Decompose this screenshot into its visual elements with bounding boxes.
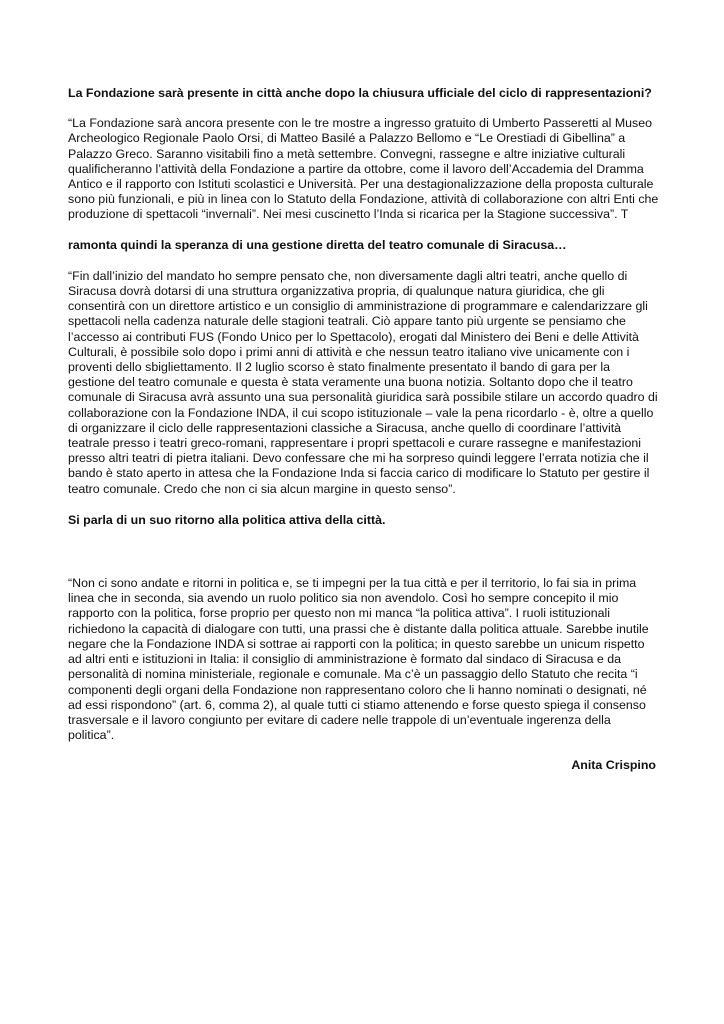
document-page (68, 86, 660, 774)
question-2: ramonta quindi la speranza di una gestione diretta del teatro comunale di Siracusa… (68, 237, 567, 252)
question-1: La Fondazione sarà presente in città anche dopo la chiusura ufficiale del ciclo di rappresentazioni? (68, 86, 652, 100)
author-signature: Anita Crispino (571, 758, 656, 773)
question-3: Si parla di un suo ritorno alla politica attiva della città. (68, 512, 386, 527)
answer-3: “Non ci sono andate e ritorni in politica e, se ti impegni per la tua città e per il territorio, lo fai sia in prima linea che in seconda, sia avendo un ruolo politico sia non avendolo. Così ho sempre concepito il mio rapporto con la politica, forse proprio per questo non mi manca “la politica attiva”. I ruoli istituzionali richiedono la capacità di dialogare con tutti, una prassi che è distante dalla politica attuale. Sarebbe inutile negare che la Fondazione INDA si sottrae ai rapporti con la politica; in questo sarebbe un unicum rispetto ad altri enti e istituzioni in Italia: il consiglio di amministrazione è formato dal sindaco di Siracusa e da personalità di nomina ministeriale, regionale e comunale. Ma c’è un passaggio dello Statuto che recita “i componenti degli organi della Fondazione non rappresentano coloro che li hanno nominati o designati, né ad essi rispondono” (art. 6, comma 2), al quale tutti ci stiamo attenendo e forse questo spiega il consenso trasversale e il lavoro congiunto per evitare di cadere nelle trappole di un’eventuale ingerenza della politica”. (68, 576, 649, 743)
answer-2: “Fin dall’inizio del mandato ho sempre pensato che, non diversamente dagli altri teatri, anche quello di Siracusa dovrà dotarsi di una struttura organizzativa propria, di qualunque natura giuridica, che gli consentirà con un direttore artistico e un consiglio di amministrazione di programmare e calendarizzare gli spettacoli nella cadenza naturale delle stagioni teatrali. Ciò appare tanto più urgente se pensiamo che l’accesso ai contributi FUS (Fondo Unico per lo Spettacolo), erogati dal Ministero dei Beni e delle Attività Culturali, è possibile solo dopo i primi anni di attività e che nessun teatro italiano vive unicamente con i proventi dello sbigliettamento. Il 2 luglio scorso è stato finalmente presentato il bando di gara per la gestione del teatro comunale e questa è stata veramente una buona notizia. Soltanto dopo che il teatro comunale di Siracusa avrà assunto una sua personalità giuridica sarà possibile stilare un accordo quadro di collaborazione con la Fondazione INDA, il cui scopo istituzionale – vale la pena ricordarlo - è, oltre a quello di organizzare il ciclo delle rappresentazioni classiche a Siracusa, anche quello di coordinare l’attività teatrale presso i teatri greco-romani, rappresentare i propri spettacoli e curare rassegne e manifestazioni presso altri teatri di pietra italiani. Devo confessare che mi ha sorpreso quindi leggere l’errata notizia che il bando è stato aperto in attesa che la Fondazione Inda si faccia carico di modificare lo Statuto per gestire il teatro comunale. Credo che non ci sia alcun margine in questo senso”. (68, 268, 658, 496)
answer-1: “La Fondazione sarà ancora presente con le tre mostre a ingresso gratuito di Umberto Passeretti al Museo Archeologico Regionale Paolo Orsi, di Matteo Basilé a Palazzo Bellomo e “Le Orestiadi di Gibellina” a Palazzo Greco. Saranno visitabili fino a metà settembre. Convegni, rassegne e altre iniziative culturali qualificheranno l’attività della Fondazione a partire da ottobre, come il lavoro dell’Accademia del Dramma Antico e il rapporto con Istituti scolastici e Università. Per una destagionalizzazione della proposta culturale sono più funzionali, e più in linea con lo Statuto della Fondazione, attività di collaborazione con altri Enti che produzione di spettacoli “invernali”. Nei mesi cuscinetto l’Inda si ricarica per la Stagione successiva”. T (68, 116, 659, 222)
